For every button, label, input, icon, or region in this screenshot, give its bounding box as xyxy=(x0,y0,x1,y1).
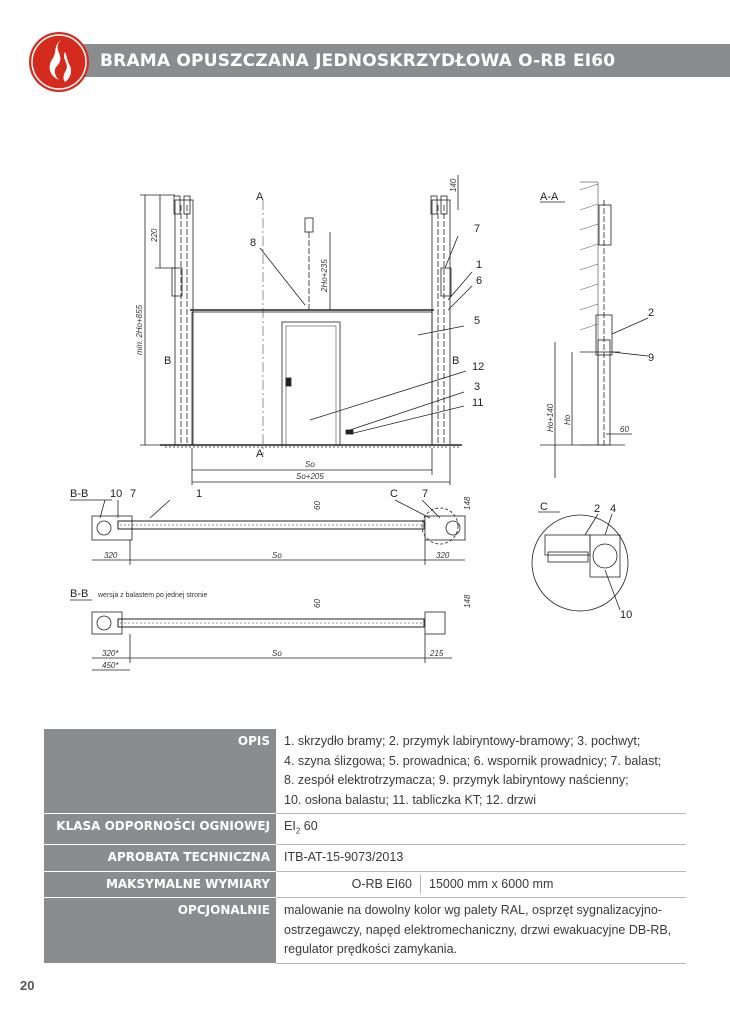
section-a-bottom: A xyxy=(256,448,264,460)
opcjonalnie-line: regulator prędkości zamykania. xyxy=(284,942,457,956)
page-number: 20 xyxy=(20,978,35,993)
dim-ho140: Ho+140 xyxy=(546,403,555,432)
bb-dim-60: 60 xyxy=(313,501,322,510)
spec-label-klasa: KLASA ODPORNOŚCI OGNIOWEJ xyxy=(44,814,276,845)
callout-12: 12 xyxy=(472,361,485,373)
spec-value-opcjonalnie xyxy=(276,898,686,964)
spec-label-aprobata: APROBATA TECHNICZNA xyxy=(44,845,276,872)
bb2-dim-60: 60 xyxy=(313,599,322,608)
wymiary-value: 15000 mm x 6000 mm xyxy=(429,876,554,891)
bb-callout-1: 1 xyxy=(196,488,203,500)
bb-dim-148: 148 xyxy=(463,496,472,510)
dim-2ho235: 2Ho+235 xyxy=(320,259,329,292)
spec-label-opis: OPIS xyxy=(44,729,276,814)
bb-dim-320l: 320 xyxy=(104,551,118,560)
section-bb-2-note: wersja z balastem po jednej stronie xyxy=(98,592,208,599)
dim-60: 60 xyxy=(620,425,629,434)
callout-6: 6 xyxy=(476,275,483,287)
dim-min: min. 2Ho+855 xyxy=(135,304,144,355)
callout-7: 7 xyxy=(474,223,481,235)
spec-value-klasa xyxy=(276,814,686,845)
callout-3: 3 xyxy=(474,381,481,393)
bb2-dim-so: So xyxy=(272,649,282,658)
c-callout-10: 10 xyxy=(620,609,633,621)
opis-line: 4. szyna ślizgowa; 5. prowadnica; 6. wspornik prowadnicy; 7. balast; xyxy=(284,753,662,768)
section-c-label: C xyxy=(390,488,398,500)
section-bb-2: B-B xyxy=(70,588,89,600)
opis-line: 10. osłona balastu; 11. tabliczka KT; 12. drzwi xyxy=(284,792,536,807)
section-a-top: A xyxy=(256,191,264,203)
klasa-sub: 2 xyxy=(295,826,301,836)
callout-1: 1 xyxy=(476,259,483,271)
bb-callout-7b: 7 xyxy=(422,488,429,500)
opis-line: 1. skrzydło bramy; 2. przymyk labiryntowy-bramowy; 3. pochwyt; xyxy=(284,734,641,748)
callout-5: 5 xyxy=(474,315,481,327)
detail-c-label: C xyxy=(540,501,548,513)
bb2-dim-450: 450* xyxy=(102,661,119,670)
bb-dim-so: So xyxy=(272,551,282,560)
spec-table xyxy=(44,729,686,964)
bb-callout-10: 10 xyxy=(110,488,123,500)
bb-dim-320r: 320 xyxy=(436,551,450,560)
klasa-rest: 60 xyxy=(300,819,318,833)
c-callout-4: 4 xyxy=(610,503,617,515)
spec-label-opcjonalnie: OPCJONALNIE xyxy=(44,898,276,964)
callout-11: 11 xyxy=(472,397,484,409)
section-b-right: B xyxy=(452,355,460,367)
spec-row-wymiary xyxy=(44,871,686,898)
spec-row-aprobata xyxy=(44,845,686,872)
bb-callout-7: 7 xyxy=(130,488,137,500)
spec-label-wymiary: MAKSYMALNE WYMIARY xyxy=(44,871,276,898)
section-b-left: B xyxy=(164,355,172,367)
spec-value-aprobata: ITB-AT-15-9073/2013 xyxy=(276,845,686,872)
spec-row-opis xyxy=(44,729,686,814)
spec-value-opis xyxy=(276,729,686,814)
spec-row-opcjonalnie xyxy=(44,898,686,964)
dim-ho: Ho xyxy=(563,414,572,425)
opcjonalnie-line: malowanie na dowolny kolor wg palety RAL, osprzęt sygnalizacyjno- xyxy=(284,903,662,917)
section-aa-title: A-A xyxy=(540,191,559,203)
bb2-dim-320: 320* xyxy=(102,649,119,658)
dim-so: So xyxy=(305,460,315,469)
bb2-dim-148: 148 xyxy=(463,594,472,608)
opis-line: 8. zespół elektrotrzymacza; 9. przymyk labiryntowy naścienny; xyxy=(284,773,629,787)
opcjonalnie-line: ostrzegawczy, napęd elektromechaniczny, drzwi ewakuacyjne DB-RB, xyxy=(284,922,672,937)
page-title: BRAMA OPUSZCZANA JEDNOSKRZYDŁOWA O-RB EI60 xyxy=(100,51,616,71)
callout-9: 9 xyxy=(648,352,655,364)
callout-8: 8 xyxy=(250,237,257,249)
spec-row-klasa xyxy=(44,814,686,845)
spec-value-wymiary xyxy=(276,871,686,898)
bb2-dim-215: 215 xyxy=(430,649,444,658)
klasa-main: EI xyxy=(284,819,296,833)
callout-2: 2 xyxy=(648,307,655,319)
dim-so205: So+205 xyxy=(296,472,324,481)
dim-140: 140 xyxy=(449,178,458,192)
wymiary-model: O-RB EI60 xyxy=(284,875,421,895)
c-callout-2: 2 xyxy=(594,503,601,515)
dim-220: 220 xyxy=(150,228,159,242)
section-bb-1: B-B xyxy=(70,488,89,500)
